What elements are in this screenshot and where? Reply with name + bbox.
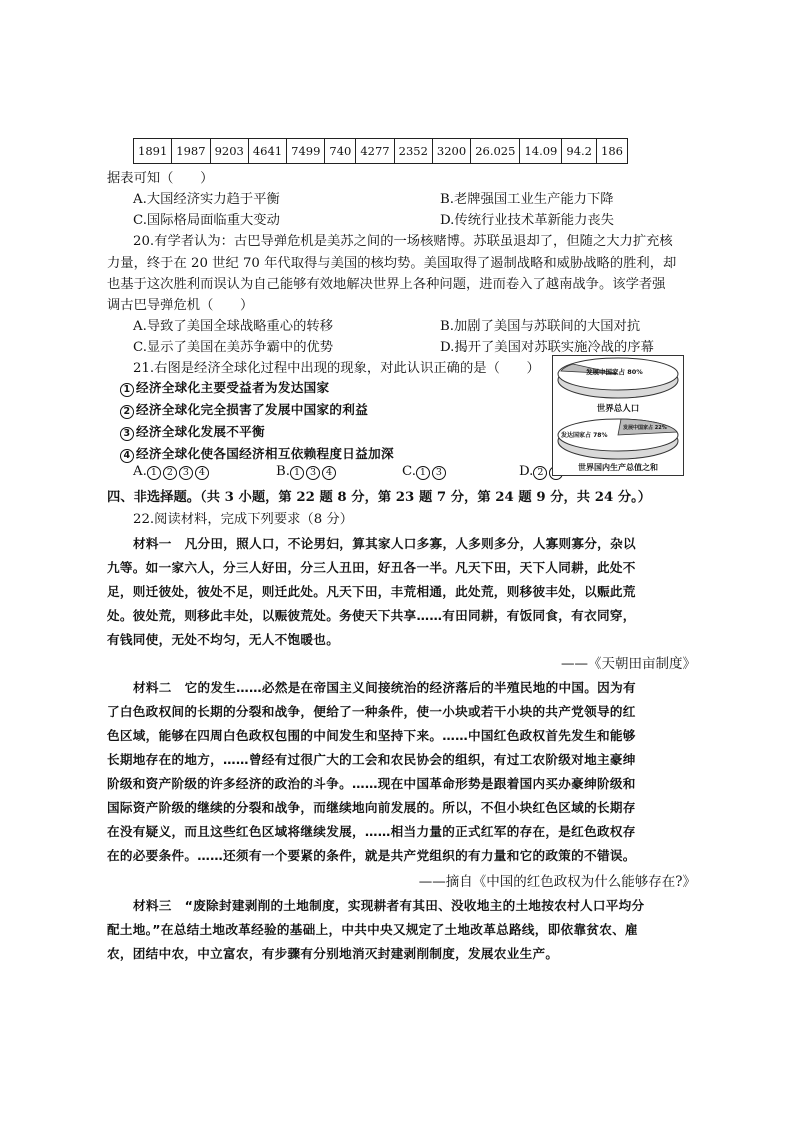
q21-stem: 21.右图是经济全球化过程中出现的现象，对此认识正确的是（ ） bbox=[133, 361, 540, 376]
circled-number: 1 bbox=[120, 383, 134, 397]
q20-stem-line: 也基于这次胜利而误认为自己能够有效地解决世界上各种问题，进而卷入了越南战争。该学者强 bbox=[107, 277, 666, 292]
q21-option-d: D. 2 bbox=[519, 464, 565, 480]
table-cell: 2352 bbox=[394, 139, 432, 164]
circled-number: 4 bbox=[120, 449, 134, 463]
table-row bbox=[134, 139, 628, 164]
material-3-line: 配土地。”在总结土地改革经验的基础上，中共中央又规定了土地改革总路线，即依靠贫农、雇 bbox=[107, 922, 638, 937]
globalization-pie-figure bbox=[552, 355, 684, 476]
q19-option-b: B.老牌强国工业生产能力下降 bbox=[440, 192, 614, 207]
material-3-line: 农，团结中农，中立富农，有步骤有分别地消灭封建剥削制度，发展农业生产。 bbox=[107, 946, 559, 961]
table-cell: 3200 bbox=[432, 139, 470, 164]
table-cell: 14.09 bbox=[520, 139, 562, 164]
material-2-source: ——摘自《中国的红色政权为什么能够存在?》 bbox=[418, 874, 696, 890]
gdp-pie-title: 世界国内生产总值之和 bbox=[578, 463, 658, 472]
table-cell: 4277 bbox=[356, 139, 394, 164]
material-2-line: 在没有疑义，而且这些红色区域将继续发展，……相当力量的正式红军的存在，是红色政权存 bbox=[107, 824, 636, 839]
circled-number: 2 bbox=[120, 405, 134, 419]
material-2-line: 在的必要条件。……还须有一个要紧的条件，就是共产党组织的有力量和它的政策的不错误。 bbox=[107, 848, 636, 863]
table-cell: 9203 bbox=[210, 139, 248, 164]
q19-stem: 据表可知（ ） bbox=[107, 171, 214, 186]
population-pie-title: 世界总人口 bbox=[596, 404, 640, 414]
material-2-line: 阶级和资产阶级的许多经济的政治的斗争。……现在中国革命形势是跟着国内买办豪绅阶级和 bbox=[107, 776, 636, 791]
q21-option-c: C. 1 3 bbox=[402, 464, 448, 480]
table-cell: 740 bbox=[325, 139, 356, 164]
table-cell: 186 bbox=[597, 139, 628, 164]
material-1-line: 材料一 凡分田，照人口，不论男妇，算其家人口多寡，人多则多分，人寡则寡分，杂以 bbox=[133, 536, 636, 551]
q21-statement: 1 经济全球化主要受益者为发达国家 bbox=[120, 377, 329, 397]
q21-statement: 3 经济全球化发展不平衡 bbox=[120, 421, 265, 441]
material-1-line: 处。彼处荒，则移此丰处，以赈彼荒处。务使天下共享……有田同耕，有饭同食，有衣同穿， bbox=[107, 608, 636, 623]
table-cell: 1987 bbox=[172, 139, 210, 164]
material-1-line: 有钱同使，无处不均匀，无人不饱暖也。 bbox=[107, 632, 340, 647]
q21-option-b: B. 1 3 4 bbox=[276, 464, 338, 480]
q21-option-a: A. 1 2 3 4 bbox=[133, 464, 211, 480]
q19-option-c: C.国际格局面临重大变动 bbox=[133, 213, 280, 228]
table-cell: 4641 bbox=[248, 139, 286, 164]
gdp-developing-label: 发展中国家占 22% bbox=[623, 425, 667, 431]
material-1-source: ——《天朝田亩制度》 bbox=[561, 656, 696, 672]
table-cell: 94.2 bbox=[562, 139, 597, 164]
material-2-line: 了白色政权间的长期的分裂和战争，便给了一种条件，使一小块或若干小块的共产党领导的红 bbox=[107, 704, 636, 719]
q20-stem-line: 力量，终于在 20 世纪 70 年代取得与美国的核均势。美国取得了遏制战略和威胁战略的胜利，却 bbox=[107, 256, 677, 271]
q21-statement: 2 经济全球化完全损害了发展中国家的利益 bbox=[120, 399, 368, 419]
q20-stem-line: 调古巴导弹危机（ ） bbox=[107, 298, 254, 313]
gdp-developed-label: 发达国家占 78% bbox=[561, 432, 608, 439]
material-2-line: 色区域，能够在四周白色政权包围的中间发生和坚持下来。……中国红色政权首先发生和能够 bbox=[107, 728, 636, 743]
material-2-line: 长期地存在的地方，……曾经有过很广大的工会和农民协会的组织，有过工农阶级对地主豪绅 bbox=[107, 752, 636, 767]
material-2-line: 国际资产阶级的继续的分裂和战争，而继续地向前发展的。所以，不但小块红色区域的长期存 bbox=[107, 800, 636, 815]
q20-option-d: D.揭开了美国对苏联实施冷战的序幕 bbox=[440, 340, 654, 355]
q20-option-c: C.显示了美国在美苏争霸中的优势 bbox=[133, 340, 334, 355]
material-3-line: 材料三 “废除封建剥削的土地制度，实现耕者有其田、没收地主的土地按农村人口平均分 bbox=[133, 898, 645, 913]
q19-option-a: A.大国经济实力趋于平衡 bbox=[133, 192, 280, 207]
population-developing-label: 发展中国家占 80% bbox=[586, 368, 643, 376]
material-2-line: 材料二 它的发生……必然是在帝国主义间接统治的经济落后的半殖民地的中国。因为有 bbox=[133, 680, 636, 695]
data-table bbox=[133, 138, 628, 164]
q21-statement: 4 经济全球化使各国经济相互依赖程度日益加深 bbox=[120, 443, 394, 463]
table-cell: 7499 bbox=[287, 139, 325, 164]
q20-stem-line: 20.有学者认为：古巴导弹危机是美苏之间的一场核赌博。苏联虽退却了，但随之大力扩充核 bbox=[133, 234, 673, 249]
q19-option-d: D.传统行业技术革新能力丧失 bbox=[440, 213, 614, 228]
section-heading: 四、非选择题。（共 3 小题，第 22 题 8 分，第 23 题 7 分，第 24 题 9 分，共 24 分。） bbox=[107, 490, 652, 505]
circled-number: 3 bbox=[120, 427, 134, 441]
table-cell: 26.025 bbox=[471, 139, 520, 164]
q20-option-a: A.导致了美国全球战略重心的转移 bbox=[133, 319, 333, 334]
material-1-line: 九等。如一家六人，分三人好田，分三人丑田，好丑各一半。凡天下田，天下人同耕，此处不 bbox=[107, 560, 636, 575]
material-1-line: 足，则迁彼处，彼处不足，则迁此处。凡天下田，丰荒相通，此处荒，则移彼丰处，以赈此荒 bbox=[107, 584, 636, 599]
q22-stem: 22.阅读材料，完成下列要求（8 分） bbox=[133, 512, 353, 527]
table-cell: 1891 bbox=[134, 139, 172, 164]
q20-option-b: B.加剧了美国与苏联间的大国对抗 bbox=[440, 319, 641, 334]
pie-chart-svg bbox=[553, 356, 683, 475]
